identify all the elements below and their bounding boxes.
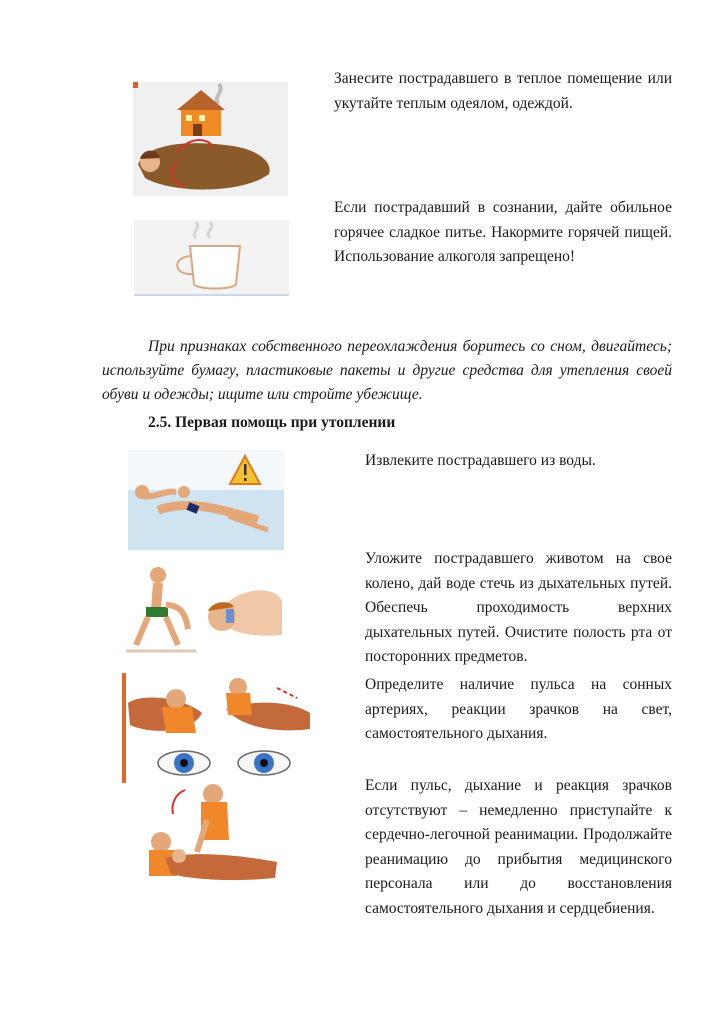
check-pulse-pupils-icon	[122, 673, 312, 783]
step-drain-water: Уложите пострадавшего животом на свое колено, дай воде стечь из дыхательных путей. Обеспечь проходимость верхних дыхательных путей. Очистите полость рта от посторонних предметов.	[365, 550, 672, 666]
paragraph-warm-room: Занесите пострадавшего в теплое помещение или укутайте теплым одеялом, одеждой.	[334, 70, 672, 112]
hot-cup-icon	[134, 220, 289, 296]
note-self-hypothermia: При признаках собственного переохлаждения боритесь со сном, двигайтесь; используйте бумагу, пластиковые пакеты и другие средства для утепления своей обуви и одежды; ищите или стройте убежище.	[102, 338, 672, 403]
warm-house-blanket-icon	[133, 82, 288, 196]
water-rescue-warning-icon	[128, 450, 284, 550]
step-cpr: Если пульс, дыхание и реакция зрачков отсутствуют – немедленно приступайте к сердечно-легочной реанимации. Продолжайте реанимацию до прибытия медицинского персонала или до восстановления самостоятельного дыхания и сердцебиения.	[365, 777, 672, 917]
step-check-pulse: Определите наличие пульса на сонных артериях, реакции зрачков на свет, самостоятельного дыхания.	[365, 676, 672, 743]
step-extract-from-water: Извлеките пострадавшего из воды.	[365, 452, 596, 469]
paragraph-hot-drink: Если пострадавший в сознании, дайте обильное горячее сладкое питье. Накормите горячей пищей. Использование алкоголя запрещено!	[334, 199, 672, 266]
drain-water-icon	[126, 565, 284, 659]
section-heading-drowning: 2.5. Первая помощь при утоплении	[148, 414, 396, 431]
cpr-icon	[135, 780, 281, 890]
